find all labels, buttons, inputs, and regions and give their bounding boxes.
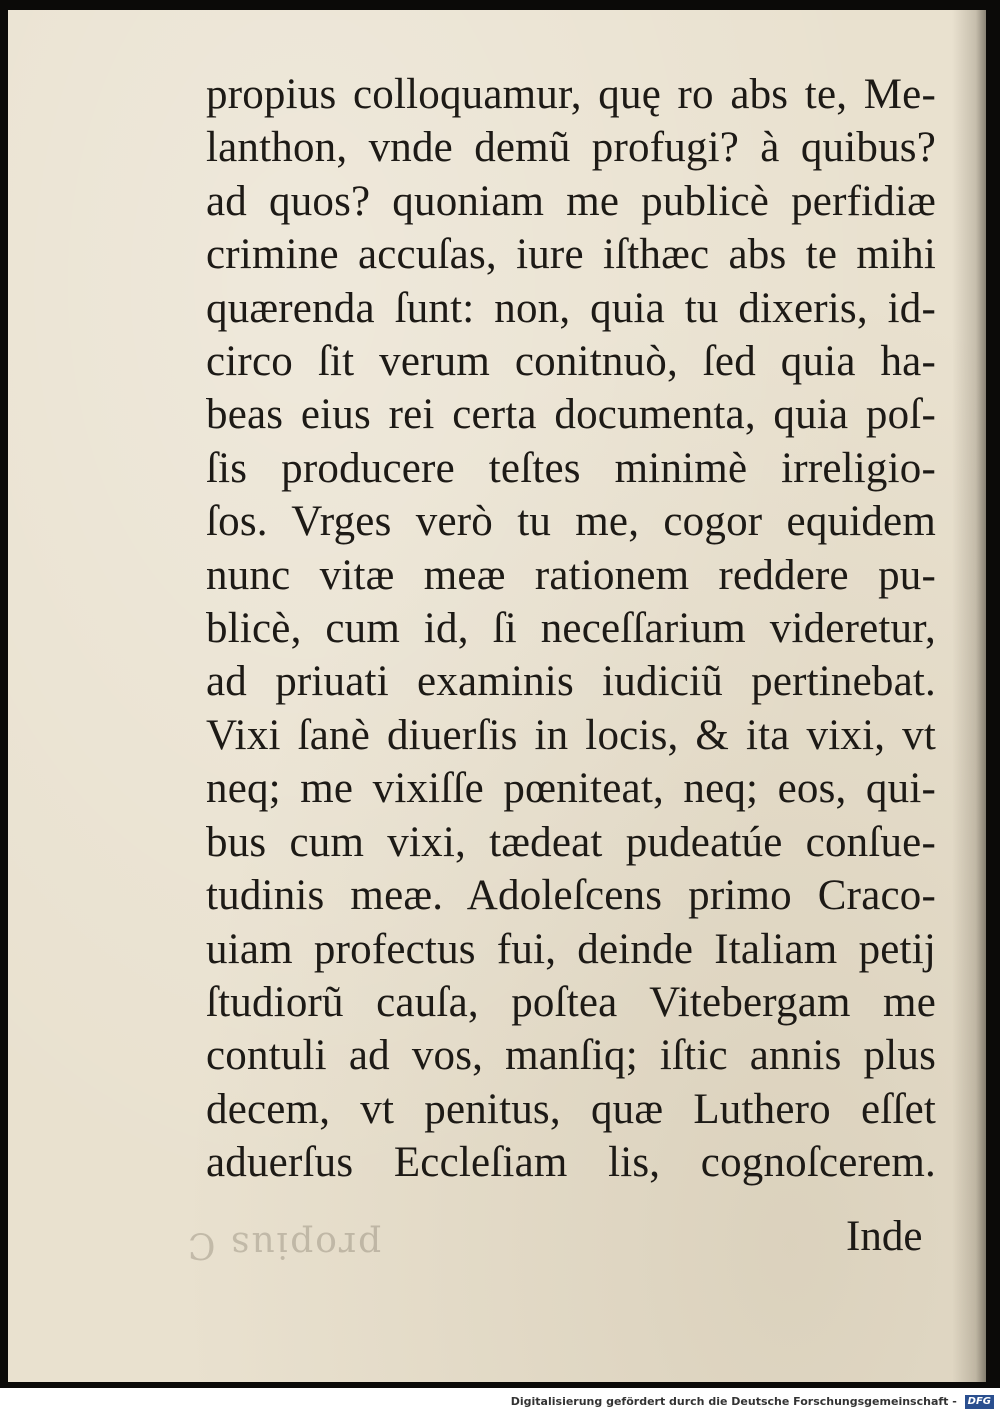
spine-shadow bbox=[952, 10, 986, 1382]
digitization-footer bbox=[0, 1390, 994, 1414]
text-line: contuli ad vos, manſiq; iſtic annis plus bbox=[206, 1032, 936, 1080]
text-line: circo ſit verum conitnuò, ſed quia ha- bbox=[206, 338, 936, 386]
text-line: ſos. Vrges verò tu me, cogor equidem bbox=[206, 498, 936, 546]
text-line: Vixi ſanè diuerſis in locis, & ita vixi, vt bbox=[206, 711, 936, 759]
dfg-logo: DFG bbox=[965, 1395, 994, 1409]
text-line: lanthon, vnde demũ profugi? à quibus? bbox=[206, 124, 936, 172]
text-line: crimine accuſas, iure iſthæc abs te mihi bbox=[206, 231, 936, 279]
text-line: ſis producere teſtes minimè irreligio- bbox=[206, 444, 936, 492]
text-line: uiam profectus fui, deinde Italiam petij bbox=[206, 925, 936, 973]
text-line: blicè, cum id, ſi neceſſarium videretur, bbox=[206, 605, 936, 653]
page-body-text bbox=[206, 68, 936, 1190]
text-line: aduerſus Eccleſiam lis, cognoſcerem. bbox=[206, 1139, 936, 1187]
footer-credit-text: Digitalisierung gefördert durch die Deutsche Forschungsgemeinschaft - bbox=[510, 1395, 957, 1408]
text-line: propius colloquamur, quę ro abs te, Me- bbox=[206, 71, 936, 118]
text-line: quærenda ſunt: non, quia tu dixeris, id- bbox=[206, 284, 936, 332]
text-line: ad quos? quoniam me publicè perfidiæ bbox=[206, 177, 936, 225]
text-line: beas eius rei certa documenta, quia poſ- bbox=[206, 391, 936, 439]
text-line: ad priuati examinis iudiciũ pertinebat. bbox=[206, 658, 936, 706]
text-line: bus cum vixi, tædeat pudeatúe conſue- bbox=[206, 818, 936, 866]
catchword: Inde bbox=[846, 1213, 923, 1260]
text-line: nunc vitæ meæ rationem reddere pu- bbox=[206, 551, 936, 599]
text-line: decem, vt penitus, quæ Luthero eſſet bbox=[206, 1085, 936, 1133]
text-line: tudinis meæ. Adoleſcens primo Craco- bbox=[206, 872, 936, 920]
text-line: ſtudiorũ cauſa, poſtea Vitebergam me bbox=[206, 978, 936, 1026]
bleed-through-text: propius C bbox=[186, 1224, 382, 1265]
text-line: neq; me vixiſſe pœniteat, neq; eos, qui- bbox=[206, 765, 936, 813]
